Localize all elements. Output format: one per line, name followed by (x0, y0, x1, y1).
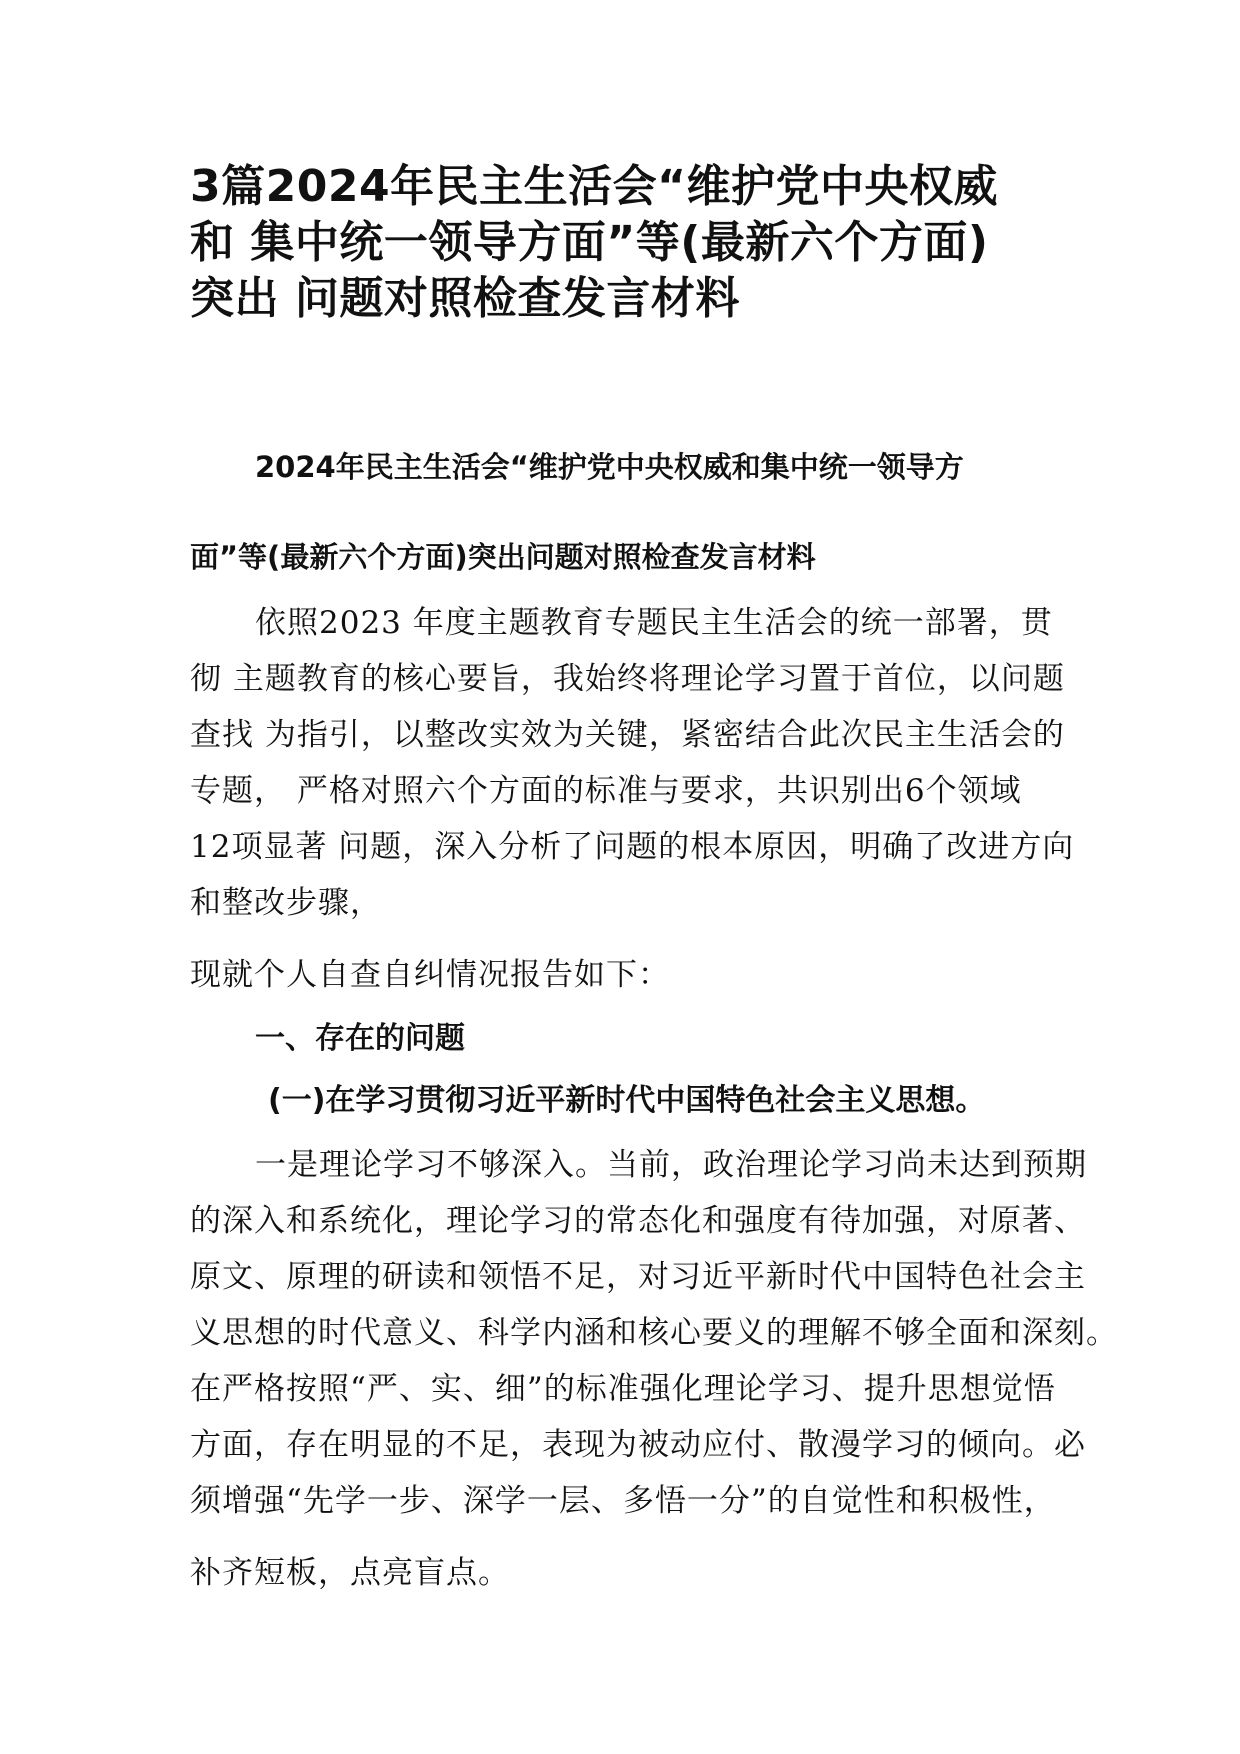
paragraph-1-line-4: 义思想的时代意义、科学内涵和核心要义的理解不够全面和深刻。 (190, 1315, 1118, 1351)
paragraph-1-line-6: 方面，存在明显的不足，表现为被动应付、散漫学习的倾向。必 (190, 1427, 1086, 1463)
intro-line-4: 专题， 严格对照六个方面的标准与要求，共识别出6个领域 (190, 773, 1022, 809)
intro-line-2: 彻 主题教育的核心要旨，我始终将理论学习置于首位，以问题 (190, 661, 1065, 697)
paragraph-1-line-1: 一是理论学习不够深入。当前，政治理论学习尚未达到预期 (255, 1147, 1087, 1183)
paragraph-1-line-8: 补齐短板，点亮盲点。 (190, 1555, 510, 1591)
main-title-line-2: 和 集中统一领导方面”等(最新六个方面) (190, 217, 989, 268)
main-title-line-1: 3篇2024年民主生活会“维护党中央权威 (190, 161, 998, 212)
paragraph-1-line-5: 在严格按照“严、实、细”的标准强化理论学习、提升思想觉悟 (190, 1371, 1056, 1407)
report-line: 现就个人自查自纠情况报告如下： (190, 957, 670, 993)
paragraph-1-line-3: 原文、原理的研读和领悟不足，对习近平新时代中国特色社会主 (190, 1259, 1086, 1295)
subtitle-line-2: 面”等(最新六个方面)突出问题对照检查发言材料 (190, 540, 816, 574)
section-heading-1: 一、存在的问题 (255, 1021, 465, 1056)
paragraph-1-line-2: 的深入和系统化，理论学习的常态化和强度有待加强，对原著、 (190, 1203, 1086, 1239)
subsection-heading-1: (一)在学习贯彻习近平新时代中国特色社会主义思想。 (268, 1083, 986, 1118)
intro-line-1: 依照2023 年度主题教育专题民主生活会的统一部署，贯 (255, 605, 1053, 641)
subtitle-line-1: 2024年民主生活会“维护党中央权威和集中统一领导方 (255, 450, 964, 484)
intro-line-3: 查找 为指引，以整改实效为关键，紧密结合此次民主生活会的 (190, 717, 1065, 753)
intro-line-5: 12项显著 问题，深入分析了问题的根本原因，明确了改进方向 (190, 829, 1075, 865)
main-title-line-3: 突出 问题对照检查发言材料 (190, 273, 740, 324)
intro-line-6: 和整改步骤， (190, 885, 382, 921)
paragraph-1-line-7: 须增强“先学一步、深学一层、多悟一分”的自觉性和积极性， (190, 1483, 1056, 1519)
